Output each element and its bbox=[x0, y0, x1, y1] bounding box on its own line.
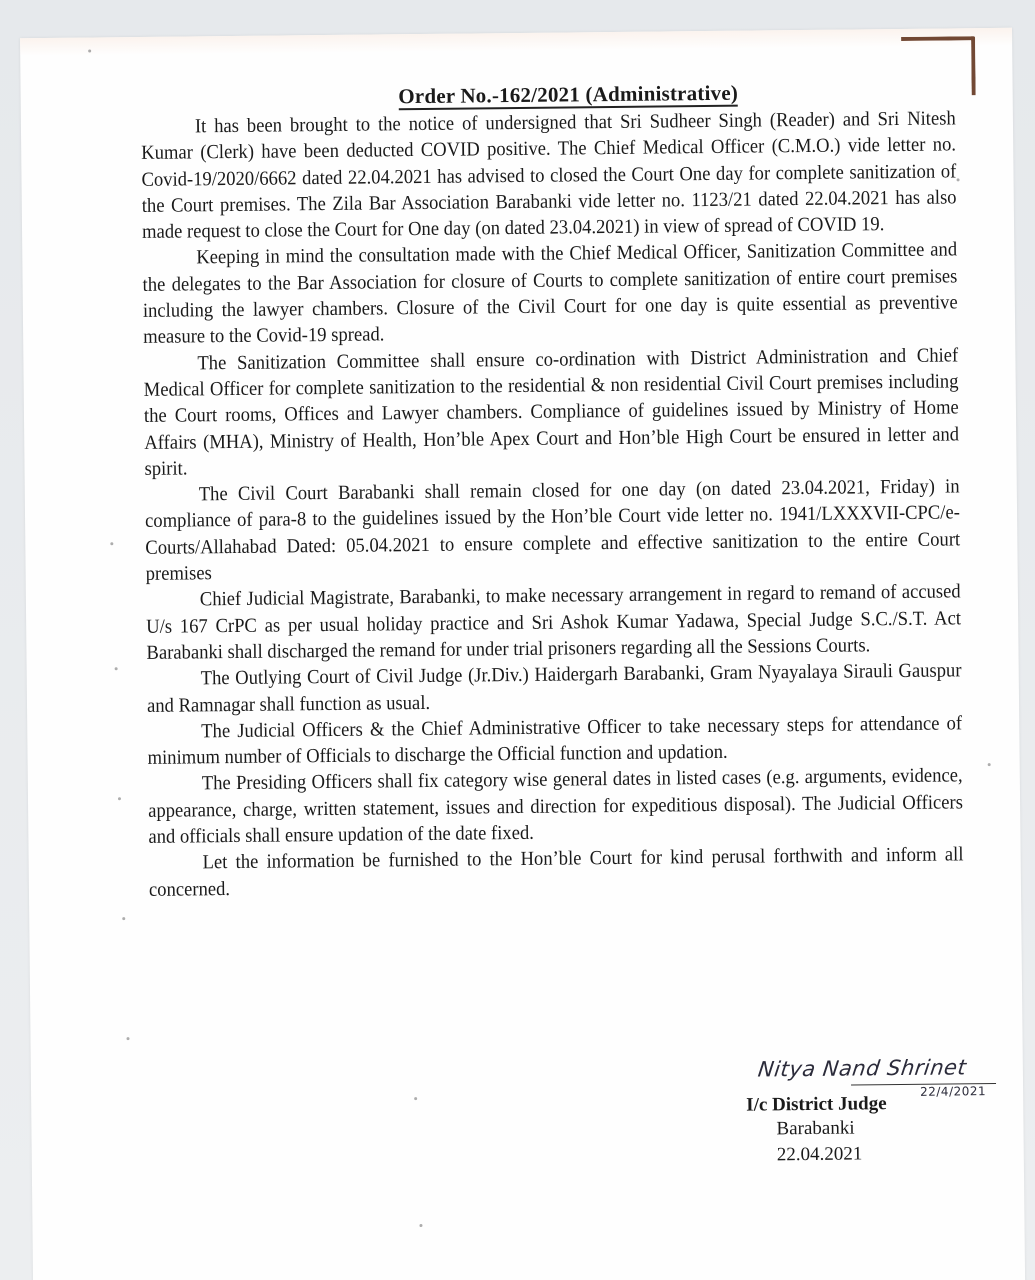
handwritten-date: 22/4/2021 bbox=[920, 1084, 987, 1099]
paper-edge-tint bbox=[20, 28, 1012, 56]
paper-speck bbox=[122, 917, 125, 920]
paragraph-court-closure: The Civil Court Barabanki shall remain closed for one day (on dated 23.04.2021, Friday) in compliance of para-8 to the guidelines issued by the Hon’ble Court vide letter no. 1941/LXXXVII-CPC/e-Courts/Allahabad Dated: 05.04.2021 to ensure complete and effective sanitization to the entire Court premises bbox=[144, 475, 961, 585]
paragraph-general-dates: The Presiding Officers shall fix category wise general dates in listed cases (e.g. arguments, evidence, appearance, charge, written statement, issues and direction for expeditious disposal). The Judicial Officers and officials shall ensure updation of the date fixed. bbox=[148, 764, 963, 848]
paper-speck bbox=[88, 49, 91, 52]
signature-underline bbox=[851, 1083, 996, 1100]
paper-speck bbox=[419, 1224, 422, 1227]
paper-speck bbox=[126, 1037, 129, 1040]
paragraph-attendance: The Judicial Officers & the Chief Administrative Officer to take necessary steps for attendance of minimum number of Officials to discharge the Official function and updation. bbox=[147, 712, 963, 770]
paragraph-remand-arrangement: Chief Judicial Magistrate, Barabanki, to make necessary arrangement in regard to remand of accused U/s 167 CrPC as per usual holiday practice and Sri Ashok Kumar Yadawa, Special Judge S.C./S.T. Act Barabanki shall discharged the remand for under trial prisoners regarding all the Sessions Courts. bbox=[146, 580, 962, 664]
handwritten-signature: Nitya Nand Shrinet bbox=[756, 1055, 968, 1082]
paper-speck bbox=[414, 1097, 417, 1100]
paragraph-information: Let the information be furnished to the Hon’ble Court for kind perusal forthwith and inform all concerned. bbox=[148, 843, 964, 901]
signature-block bbox=[746, 1055, 1007, 1169]
paragraph-sanitization-committee: The Sanitization Committee shall ensure co-ordination with District Administration and Chief Medical Officer for complete sanitization to the residential & non residential Civil Court premises including the Court rooms, Offices and Lawyer chambers. Compliance of guidelines issued by Ministry of Home Affairs (MHA), Ministry of Health, Hon’ble Apex Court and Hon’ble High Court be ensured in letter and spirit. bbox=[143, 344, 960, 480]
paper-speck bbox=[957, 178, 960, 181]
signatory-place: Barabanki bbox=[776, 1117, 855, 1140]
document-page bbox=[20, 28, 1025, 1280]
order-body bbox=[141, 78, 964, 902]
paper-speck bbox=[115, 667, 118, 670]
paper-speck bbox=[110, 542, 113, 545]
paragraph-outlying-courts: The Outlying Court of Civil Judge (Jr.Div.) Haidergarh Barabanki, Gram Nyayalaya Sirauli Gauspur and Ramnagar shall function as usual. bbox=[146, 659, 962, 717]
paper-speck bbox=[988, 763, 991, 766]
paragraph-notice: It has been brought to the notice of undersigned that Sri Sudheer Singh (Reader) and Sri Nitesh Kumar (Clerk) have been deducted COVID positive. The Chief Medical Officer (C.M.O.) vide letter no. Covid-19/2020/6662 dated 22.04.2021 has advised to closed the Court One day for complete sanitization of the Court premises. The Zila Bar Association Barabanki vide letter no. 1123/21 dated 22.04.2021 has also made request to close the Court for One day (on dated 23.04.2021) in view of spread of COVID 19. bbox=[141, 107, 957, 244]
signatory-designation: I/c District Judge bbox=[746, 1093, 887, 1116]
paper-speck bbox=[118, 797, 121, 800]
paragraph-consultation: Keeping in mind the consultation made with the Chief Medical Officer, Sanitization Committee and the delegates to the Bar Association for closure of Courts to complete sanitization of entire court premises including the lawyer chambers. Closure of the Civil Court for one day is quite essential as preventive measure to the Covid-19 spread. bbox=[142, 238, 958, 349]
order-title-text: Order No.-162/2021 (Administrative) bbox=[398, 80, 739, 109]
signatory-date: 22.04.2021 bbox=[776, 1143, 863, 1166]
